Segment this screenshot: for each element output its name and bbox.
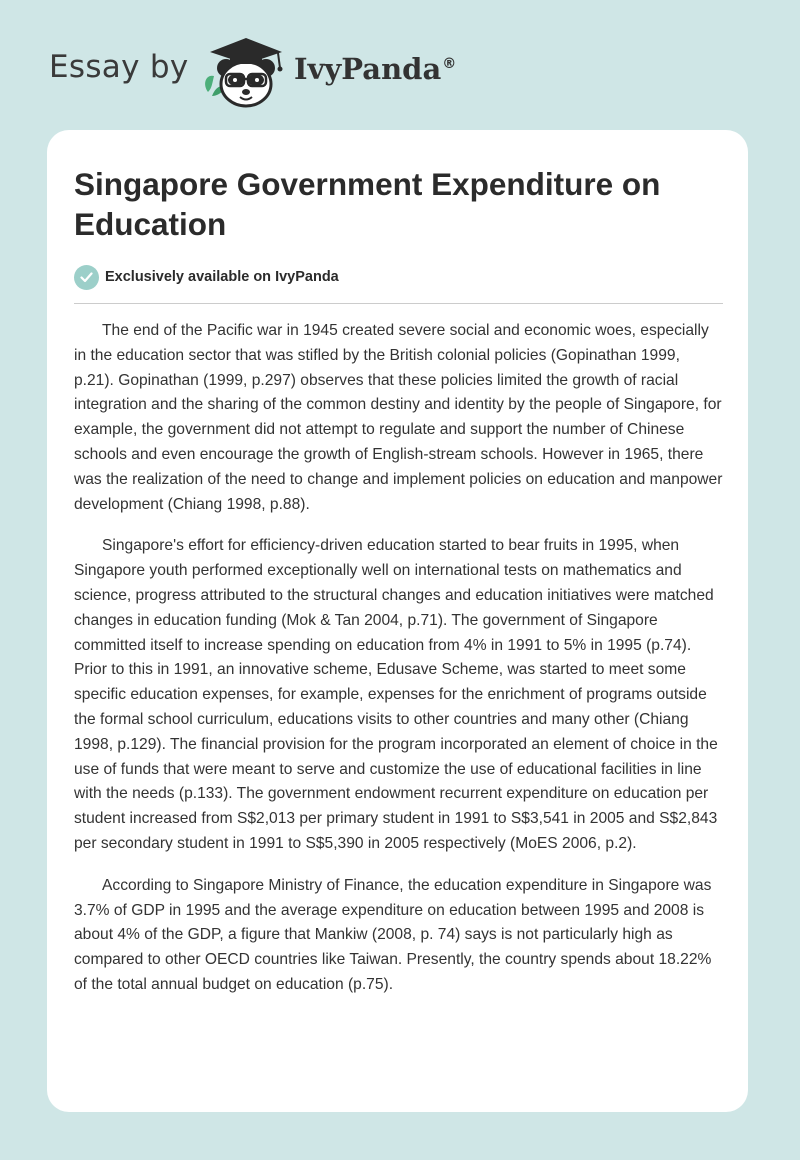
paragraph: According to Singapore Ministry of Finance, the education expenditure in Singapore was 3.7% of GDP in 1995 and the average expenditure on education between 1995 and 2008 is about 4% of the GDP, a figure that Mankiw (2008, p. 74) says is not particularly high as compared to other OECD countries like Taiwan. Presently, the country spends about 18.22% of the total annual budget on education (p.75). xyxy=(74,876,712,993)
site-header xyxy=(0,0,800,130)
panda-graduate-icon[interactable] xyxy=(198,34,294,110)
article-title: Singapore Government Expenditure on Education xyxy=(74,166,661,242)
paragraph: The end of the Pacific war in 1945 created severe social and economic woes, especially in the education sector that was stifled by the British colonial policies (Gopinathan 1999, p.21). Gopinathan (1999, p.297) observes that these policies limited the growth of racial integration and the sharing of the common destiny and identity by the people of Singapore, for example, the government did not attempt to regulate and support the number of Chinese schools and even encourage the growth of English-stream schools. However in 1965, there was the realization of the need to change and implement policies on education and manpower development (Chiang 1998, p.88). xyxy=(74,322,723,513)
paragraph: Singapore's effort for efficiency-driven education started to bear fruits in 1995, when Singapore youth performed exceptionally well on international tests on mathematics and science, progress attributed to the structural changes and education initiatives were matched changes in education funding (Mok & Tan 2004, p.71). The government of Singapore committed itself to increase spending on education from 4% in 1991 to 5% in 1995 (p.74). Prior to this in 1991, an innovative scheme, Edusave Scheme, was started to meet some specific education expenses, for example, expenses for the enrichment of programs outside the formal school curriculum, educations visits to other countries and many other (Chiang 1998, p.129). The financial provision for the program incorporated an element of choice in the use of funds that were meant to serve and customize the use of educational facilities in line with the needs (p.133). The government endowment recurrent expenditure on education per student increased from S$2,013 per primary student in 1991 to S$3,541 in 2005 and S$2,843 per secondary student in 1991 to S$5,390 in 2005 respectively (MoES 2006, p.2). xyxy=(74,537,718,852)
exclusive-badge xyxy=(74,264,339,290)
exclusive-badge-label: Exclusively available on IvyPanda xyxy=(105,269,339,285)
brand-name-text: IvyPanda xyxy=(294,52,442,86)
registered-mark: ® xyxy=(442,56,457,73)
essay-by-label: Essay by xyxy=(49,49,189,85)
article-body xyxy=(74,319,724,1015)
article-card xyxy=(47,130,748,1112)
brand-name[interactable] xyxy=(294,52,456,86)
divider xyxy=(74,303,723,304)
check-icon xyxy=(74,265,99,290)
